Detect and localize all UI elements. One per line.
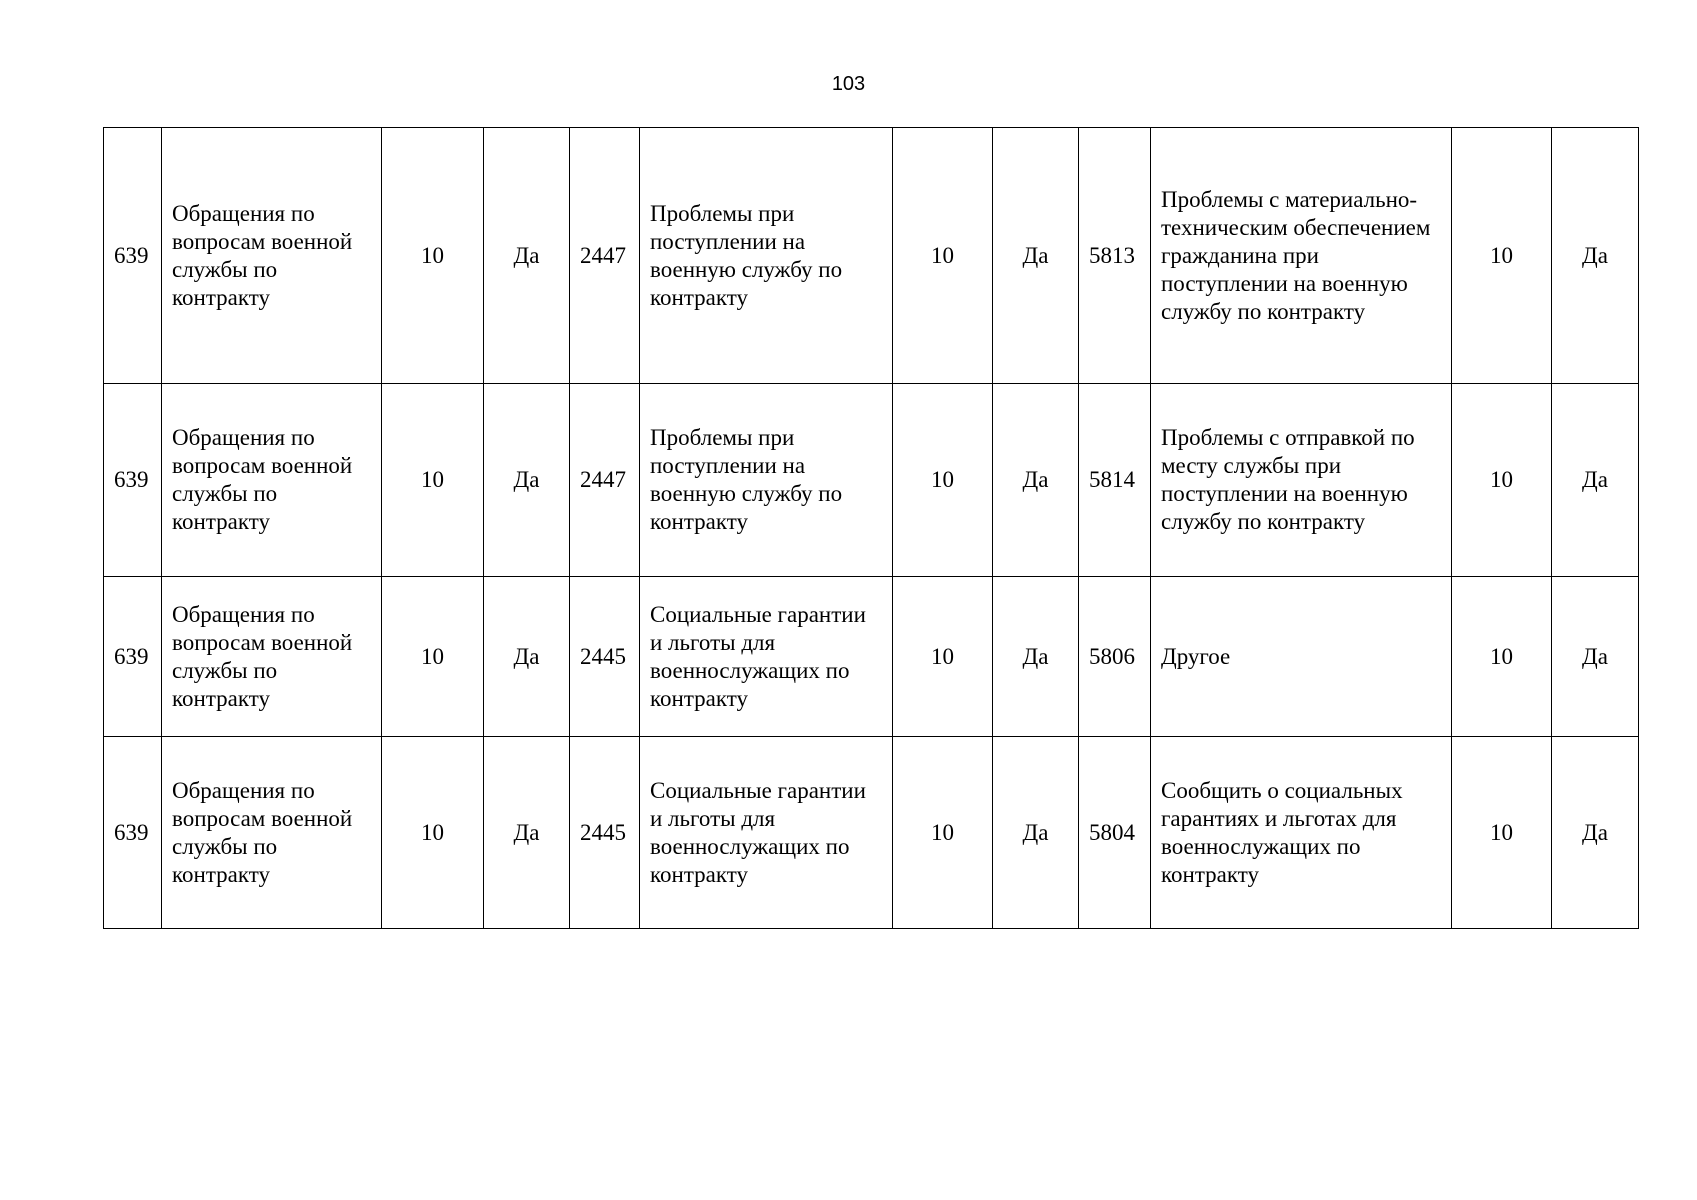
subtopic-name-cell: Социальные гарантии и льготы для военнослужащих по контракту bbox=[640, 577, 893, 737]
topic-name-cell: Обращения по вопросам военной службы по контракту bbox=[162, 577, 382, 737]
topic-level-cell: 10 bbox=[382, 128, 484, 384]
subtopic-level-cell: 10 bbox=[893, 384, 993, 577]
issue-level-cell: 10 bbox=[1452, 737, 1552, 929]
topic-flag-cell: Да bbox=[484, 577, 570, 737]
table-row bbox=[104, 128, 1639, 384]
subtopic-level-cell: 10 bbox=[893, 737, 993, 929]
issue-code-cell: 5814 bbox=[1079, 384, 1151, 577]
topic-flag-cell: Да bbox=[484, 737, 570, 929]
issue-name-cell: Другое bbox=[1151, 577, 1452, 737]
issue-name-cell: Сообщить о социальных гарантиях и льготах для военнослужащих по контракту bbox=[1151, 737, 1452, 929]
topic-code-cell: 639 bbox=[104, 384, 162, 577]
issue-code-cell: 5806 bbox=[1079, 577, 1151, 737]
issue-level-cell: 10 bbox=[1452, 128, 1552, 384]
topic-code-cell: 639 bbox=[104, 577, 162, 737]
subtopic-name-cell: Социальные гарантии и льготы для военнослужащих по контракту bbox=[640, 737, 893, 929]
page-number: 103 bbox=[831, 73, 866, 95]
table-row bbox=[104, 737, 1639, 929]
issue-flag-cell: Да bbox=[1552, 737, 1639, 929]
table-row bbox=[104, 384, 1639, 577]
topic-level-cell: 10 bbox=[382, 577, 484, 737]
topic-level-cell: 10 bbox=[382, 737, 484, 929]
subtopic-name-cell: Проблемы при поступлении на военную службу по контракту bbox=[640, 384, 893, 577]
subtopic-flag-cell: Да bbox=[993, 384, 1079, 577]
topic-code-cell: 639 bbox=[104, 737, 162, 929]
subtopic-code-cell: 2447 bbox=[570, 384, 640, 577]
issue-code-cell: 5813 bbox=[1079, 128, 1151, 384]
classifier-table bbox=[103, 127, 1639, 929]
issue-code-cell: 5804 bbox=[1079, 737, 1151, 929]
table-row bbox=[104, 577, 1639, 737]
topic-name-cell: Обращения по вопросам военной службы по контракту bbox=[162, 384, 382, 577]
topic-level-cell: 10 bbox=[382, 384, 484, 577]
topic-name-cell: Обращения по вопросам военной службы по контракту bbox=[162, 737, 382, 929]
topic-flag-cell: Да bbox=[484, 384, 570, 577]
issue-flag-cell: Да bbox=[1552, 384, 1639, 577]
issue-name-cell: Проблемы с отправкой по месту службы при поступлении на военную службу по контракту bbox=[1151, 384, 1452, 577]
subtopic-flag-cell: Да bbox=[993, 737, 1079, 929]
issue-name-cell: Проблемы с материально-техническим обеспечением гражданина при поступлении на военную службу по контракту bbox=[1151, 128, 1452, 384]
subtopic-name-cell: Проблемы при поступлении на военную службу по контракту bbox=[640, 128, 893, 384]
topic-flag-cell: Да bbox=[484, 128, 570, 384]
issue-flag-cell: Да bbox=[1552, 128, 1639, 384]
subtopic-level-cell: 10 bbox=[893, 128, 993, 384]
topic-name-cell: Обращения по вопросам военной службы по контракту bbox=[162, 128, 382, 384]
issue-level-cell: 10 bbox=[1452, 577, 1552, 737]
subtopic-flag-cell: Да bbox=[993, 577, 1079, 737]
subtopic-level-cell: 10 bbox=[893, 577, 993, 737]
topic-code-cell: 639 bbox=[104, 128, 162, 384]
issue-level-cell: 10 bbox=[1452, 384, 1552, 577]
subtopic-code-cell: 2447 bbox=[570, 128, 640, 384]
subtopic-code-cell: 2445 bbox=[570, 737, 640, 929]
issue-flag-cell: Да bbox=[1552, 577, 1639, 737]
subtopic-code-cell: 2445 bbox=[570, 577, 640, 737]
subtopic-flag-cell: Да bbox=[993, 128, 1079, 384]
